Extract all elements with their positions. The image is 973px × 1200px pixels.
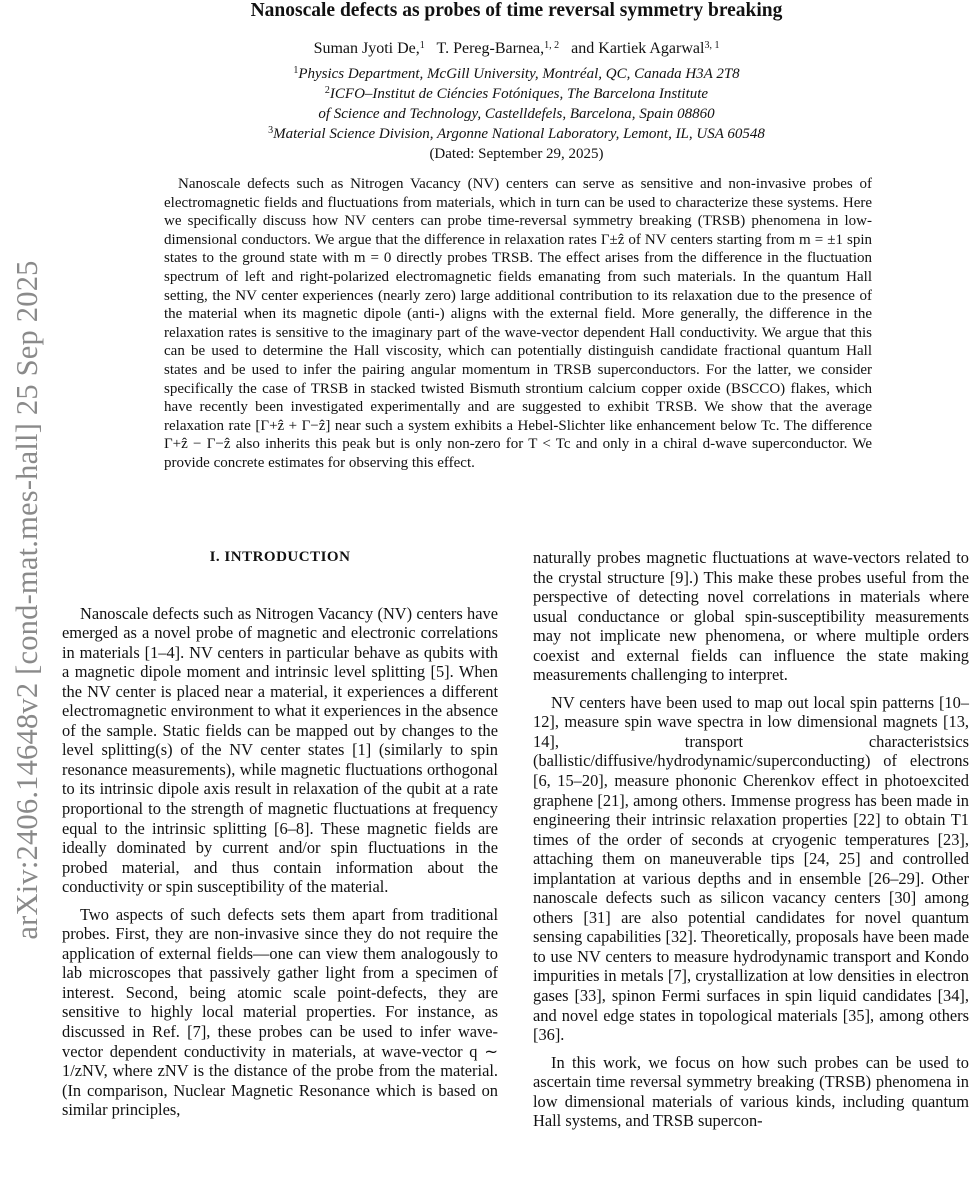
body-paragraph: In this work, we focus on how such probes can be used to ascertain time reversal symmetry breaking (TRSB) phenomena in low dimensional materials of various kinds, including quantum Hall systems, and TRSB supercon- [533,1052,969,1131]
affiliation-number: 1 [293,65,299,76]
author-affiliation-mark: 1, 2 [544,40,560,51]
dated-line: (Dated: September 29, 2025) [429,146,604,162]
affiliation-text: ICFO–Institut de Ciéncies Fotóniques, The Barcelona Institute [329,86,709,102]
paper-title: Nanoscale defects as probes of time reversal symmetry breaking [250,0,783,21]
author-name: and Kartiek Agarwal [571,40,705,57]
affiliation-line [60,106,973,123]
body-paragraph: NV centers have been used to map out local spin patterns [10–12], measure spin wave spectra in low dimensional magnets [13, 14], transport characteristsics (ballistic/diffusive/hydrodynamic/superconducting) of electrons [6, 15–20], measure phononic Cherenkov effect in photoexcited graphene [21], among others. Immense progress has been made in engineering their intrinsic relaxation properties [22] to obtain T1 times of the order of seconds at cryogenic temperatures [23], attaching them on maneuverable tips [24, 25] and controlled implantation at various depths and in ensemble [26–29]. Other nanoscale defects such as silicon vacancy centers [30] among others [31] are also potential candidates for novel quantum sensing capabilities [32]. Theoretically, proposals have been made to use NV centers to measure hydrodynamic transport and Kondo impurities in metals [7], crystallization at low densities in electron gases [33], spinon Fermi surfaces in spin liquid candidates [34], and novel edge states in topological materials [35], among others [36]. [533,692,969,1045]
left-column [62,548,498,1128]
author-name: Suman Jyoti De, [313,40,420,57]
affiliation-number: 2 [324,85,330,96]
affiliation-text: of Science and Technology, Castelldefels, Barcelona, Spain 08860 [318,106,715,122]
affiliation-line [60,126,973,143]
affiliation-text: Physics Department, McGill University, Montréal, QC, Canada H3A 2T8 [298,66,740,82]
affiliation-number: 3 [268,125,274,136]
body-paragraph: naturally probes magnetic fluctuations at wave-vectors related to the crystal structure [9].) This make these probes useful from the perspective of detecting novel correlations in materials where usual conductance or global spin-susceptibility measurements may not implicate new phenomena, or where multiple orders coexist and external fields can influence the state making measurements challenging to interpret. [533,548,969,685]
affiliation-line [60,86,973,103]
author-affiliation-mark: 1 [419,40,425,51]
body-paragraph: Nanoscale defects such as Nitrogen Vacancy (NV) centers have emerged as a novel probe of magnetic and electronic correlations in materials [1–4]. NV centers in particular behave as qubits with a magnetic dipole moment and intrinsic level splitting [5]. When the NV center is placed near a material, it experiences a different electromagnetic environment to what it experiences in the absence of the sample. Static fields can be mapped out by changes to the level splitting(s) of the NV center states [1] (similarly to spin resonance measurements), while magnetic fluctuations orthogonal to its intrinsic dipole axis result in relaxation of the qubit at a rate proportional to the strength of magnetic fluctuations at frequency equal to the intrinsic splitting [6–8]. These magnetic fields are ideally dominated by current and/or spin fluctuations in the probed material, and thus contain information about the conductivity or spin susceptibility of the material. [62,603,498,897]
author-name: T. Pereg-Barnea, [436,40,545,57]
author-affiliation-mark: 3, 1 [704,40,720,51]
body-paragraph: Two aspects of such defects sets them apart from traditional probes. First, they are non-invasive since they do not require the application of external fields—one can view them analogously to lab microscopes that passively gather light from a specimen of interest. Second, being atomic scale point-defects, they are sensitive to highly local material properties. For instance, as discussed in Ref. [7], these probes can be used to infer wave-vector dependent conductivity in materials, at wave-vector q ∼ 1/zNV, where zNV is the distance of the probe from the material. (In comparison, Nuclear Magnetic Resonance which is based on similar principles, [62,904,498,1120]
abstract: Nanoscale defects such as Nitrogen Vacancy (NV) centers can serve as sensitive and non-invasive probes of electromagnetic fields and fluctuations from materials, which in turn can be used to characterize these systems. Here we specifically discuss how NV centers can probe time-reversal symmetry breaking (TRSB) phenomena in low-dimensional conductors. We argue that the difference in relaxation rates Γ±ẑ of NV centers starting from m = ±1 spin states to the ground state with m = 0 directly probes TRSB. The effect arises from the difference in the fluctuation spectrum of left and right-polarized electromagnetic fields emanating from such materials. In the quantum Hall setting, the NV center experiences (nearly zero) large additional contribution to its relaxation due to the presence of the material when its magnetic dipole (anti-) aligns with the external field. More generally, the difference in the relaxation rates is sensitive to the imaginary part of the wave-vector dependent Hall conductivity. We argue that this can be used to determine the Hall viscosity, which can potentially distinguish candidate fractional quantum Hall states and be used to infer the pairing angular momentum in TRSB superconductors. For the latter, we consider specifically the case of TRSB in stacked twisted Bismuth strontium calcium copper oxide (BSCCO) flakes, which have recently been investigated experimentally and are suggested to exhibit TRSB. We show that the average relaxation rate [Γ+ẑ + Γ−ẑ] near such a system exhibits a Hebel-Slichter like enhancement below Tc. The difference Γ+ẑ − Γ−ẑ also inherits this peak but is only non-zero for T < Tc and only in a chiral d-wave superconductor. We provide concrete estimates for observing this effect. [164,176,872,471]
right-column [533,548,969,1139]
author-list [60,40,973,58]
affiliation-text: Material Science Division, Argonne National Laboratory, Lemont, IL, USA 60548 [273,126,765,142]
arxiv-identifier-stamp[interactable]: arXiv:2406.14648v2 [cond-mat.mes-hall] 25 Sep 2025 [10,260,44,940]
section-heading-introduction: I. INTRODUCTION [209,549,351,565]
affiliation-line [60,66,973,83]
